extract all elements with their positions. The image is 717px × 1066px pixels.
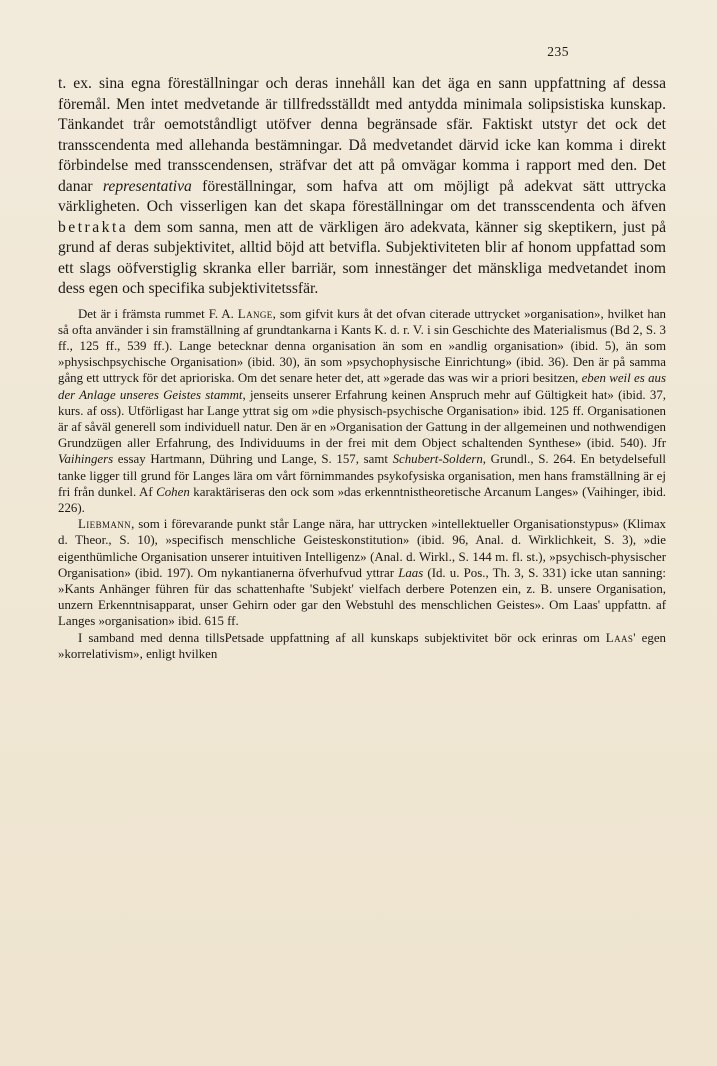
note-text-run: ' egen »korrelativism», enligt hvilken: [58, 630, 666, 661]
note-laas: [58, 630, 666, 662]
note-text-run: Det är i främsta rummet F. A.: [78, 306, 238, 321]
main-text-run: dem som sanna, men att de värkligen äro adekvata, känner sig skeptikern, just på grund af deras subjektivitet, alltid böjd att betvifla. Subjektiviteten blir af honom uppfattad som ett slags oöfverstiglig skranka eller barriär, som innestänger det mänskliga medvetandet inom dess egen och specifika subjektivitetssfär.: [58, 218, 666, 297]
spaced-term: betrakta: [58, 218, 129, 236]
note-text-run: , som gifvit kurs åt det ofvan citerade uttrycket »organisation», hvilket han så ofta använder i sin framställning af grundtankarna i Kants K. d. r. V. i sin Geschichte des Materialismus (Bd 2, S. 3 ff., 125 ff., 539 ff.). Lange betecknar denna organisation än som en »andlig organisation» (ibid. 5), än som »physischpsychische Organisation» (ibid. 30), än som »psychophysische Einrichtung» (ibid. 36). Den är på samma gång ett uttryck för det aprioriska. Om det senare heter det, att »gerade das was wir a priori besitzen,: [58, 306, 666, 386]
note-text-run: I samband med denna tillsPetsade uppfattning af all kunskaps subjektivitet bör ock erinras om: [78, 630, 606, 645]
note-text-run: , Grundl., S. 264. En betydelsefull tanke ligger till grund för Langes lära om vårt förnimmandes psykofysiska organisation, men hans framställning är ej fri från dunkel. Af: [58, 452, 666, 499]
main-text-run: t. ex. sina egna föreställningar och deras innehåll kan det äga en sann uppfattning af dessa föremål. Men intet medvetande är tillfredsställdt med antydda minimala solipsistiska kunskap. Tänkandet trår oemotståndligt utöfver denna begränsade sfär. Faktiskt utstyr det ock det transscendenta med allehanda bestämningar. Då medvetandet därvid icke kan komma i direkt förbindelse med transscendensen, sträfvar det att på omvägar komma i rapport med den. Det danar: [58, 75, 666, 195]
italic-quote: eben weil es aus der Anlage unseres Geistes stammt: [58, 371, 666, 402]
italic-author: Laas: [398, 565, 424, 580]
note-text-run: karaktäriseras den ock som »das erkenntnistheoretische Arcanum Langes» (Vaihinger, ibid. 226).: [58, 484, 666, 515]
notes-section: [58, 306, 666, 662]
note-text-run: , jenseits unserer Erfahrung keinen Anspruch mehr auf Gültigkeit hat» (ibid. 37, kurs. af oss). Utförligast har Lange yttrat sig om »die physisch-psychische Organisation» ibid. 125 ff. Organisationen är af såväl generell som individuell natur. Den är en »Organisation der Gattung in der allgemeinen und nothwendigen Grundzügen aller Erfahrung, des Individuums in der frei mit dem Object schaltenden Synthese» (ibid. 540). Jfr: [58, 387, 666, 451]
note-text-run: (Id. u. Pos., Th. 3, S. 331) icke utan sanning: »Kants Anhänger führen für das schattenhafte 'Subjekt' vielfach derbere Potenzen ein, z. B. unsere Organisation, unzern Erkenntnisapparat, unser Gehirn oder gar den Webstuhl des menschlichen Geistes». Om Laas' uppfattn. af Langes »organisation» ibid. 615 ff.: [58, 565, 666, 629]
main-text: [58, 74, 666, 300]
page-number: 235: [547, 44, 569, 59]
note-liebmann: [58, 516, 666, 629]
italic-author: Schubert-Soldern: [392, 452, 483, 467]
author-name: Lange: [237, 306, 273, 321]
note-lange: [58, 306, 666, 517]
main-text-run: föreställningar, som hafva att om möjligt på adekvat sätt uttrycka värkligheten. Och visserligen kan det skapa föreställningar om det transscendenta och äfven: [58, 177, 667, 215]
main-paragraph: [58, 74, 666, 300]
italic-author: Vaihingers: [58, 452, 114, 467]
italic-term: representativa: [102, 177, 192, 195]
note-text-run: , som i förevarande punkt står Lange nära, har uttrycken »intellektueller Organisationstypus» (Klimax d. Theor., S. 10), »specifisch menschliche Geisteskonstitution» (ibid. 96, Anal. d. Wirklichkeit, S. 3), »die eigenthümliche Organisation unserer intuitiven Intelligenz» (Anal. d. Wirkl., S. 144 m. fl. st.), »psychisch-physischer Organisation» (ibid. 197). Om nykantianerna öfverhufvud yttrar: [58, 517, 666, 580]
page-body: [58, 74, 666, 662]
author-name: Liebmann: [78, 517, 132, 532]
author-name: Laas: [605, 630, 634, 645]
italic-author: Cohen: [156, 484, 190, 499]
note-text-run: essay Hartmann, Dühring und Lange, S. 157, samt: [113, 452, 393, 467]
